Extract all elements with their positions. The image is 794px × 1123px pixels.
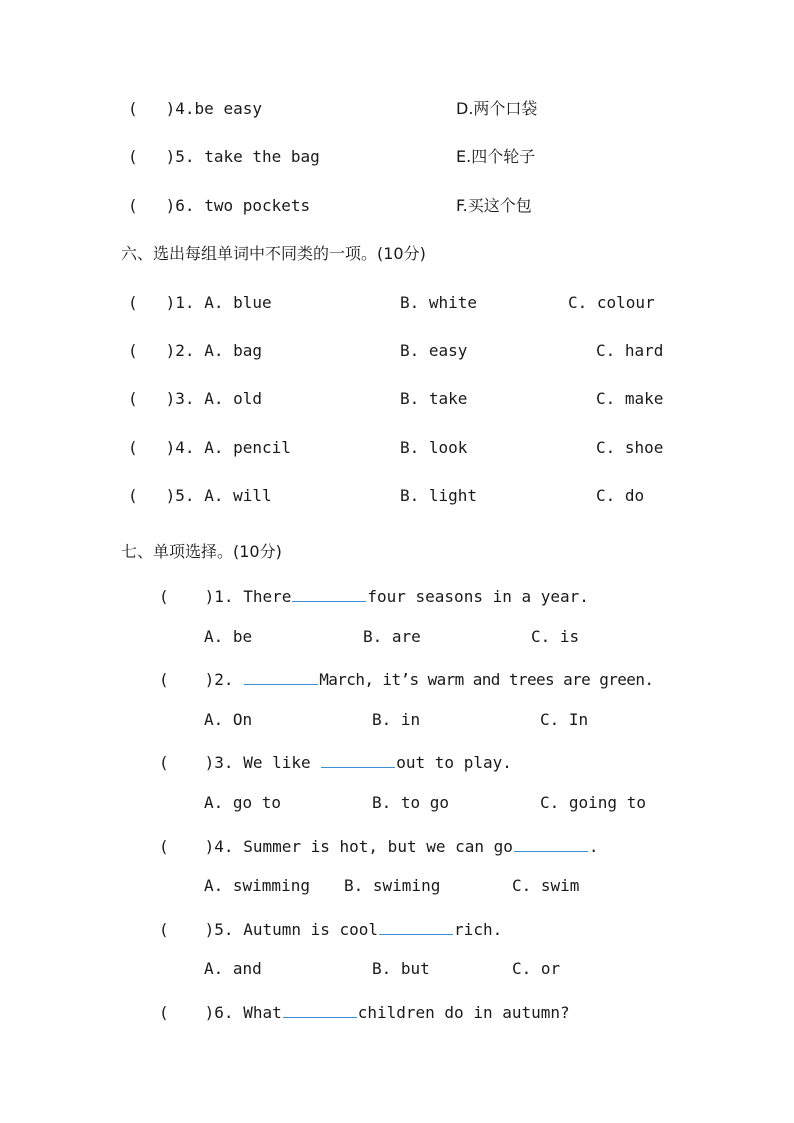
question-text-pre: Autumn is cool bbox=[243, 920, 379, 939]
answer-blank[interactable] bbox=[379, 918, 453, 935]
question-text-post: . bbox=[588, 837, 599, 856]
item-number: 4. bbox=[214, 837, 234, 856]
answer-paren-open: ( bbox=[128, 147, 138, 166]
answer-paren-close: ) bbox=[165, 99, 176, 118]
question-row: ( )3. We like out to play. bbox=[159, 753, 512, 772]
question-row: ( )3. A. old bbox=[128, 389, 262, 408]
question-row: ( )1. A. blue bbox=[128, 293, 272, 312]
matching-row bbox=[128, 147, 320, 167]
answer-paren-close: ) bbox=[165, 196, 176, 215]
question-text-post: out to play. bbox=[396, 753, 512, 772]
option-b: B. to go bbox=[372, 793, 450, 812]
option-b: B. easy bbox=[400, 341, 468, 360]
question-row: ( )6. What children do in autumn? bbox=[159, 1003, 570, 1022]
question-row: ( )4. A. pencil bbox=[128, 438, 291, 457]
question-text-post: children do in autumn? bbox=[357, 1003, 570, 1022]
item-number: 5. bbox=[175, 147, 195, 166]
option-b: B. but bbox=[372, 959, 430, 978]
option-a: A. On bbox=[204, 710, 253, 729]
question-text-pre: We like bbox=[243, 753, 311, 772]
option-c: C. swim bbox=[512, 876, 580, 895]
question-row: ( )5. Autumn is cool rich. bbox=[159, 920, 503, 939]
english-phrase: take the bag bbox=[204, 147, 320, 166]
question-row: ( )2. A. bag bbox=[128, 341, 262, 360]
item-number: 2. bbox=[175, 341, 195, 360]
answer-blank[interactable] bbox=[292, 585, 366, 602]
option-a: A. go to bbox=[204, 793, 282, 812]
option-c: C. hard bbox=[596, 341, 664, 360]
item-number: 1. bbox=[175, 293, 195, 312]
option-a: A. will bbox=[204, 486, 272, 505]
option-b: B. in bbox=[372, 710, 421, 729]
question-row: ( )1. There four seasons in a year. bbox=[159, 587, 589, 606]
option-b: B. swiming bbox=[344, 876, 441, 895]
option-c: C. In bbox=[540, 710, 589, 729]
english-phrase: two pockets bbox=[204, 196, 311, 215]
option-b: B. are bbox=[363, 627, 421, 646]
option-a: A. and bbox=[204, 959, 262, 978]
answer-paren-close: ) bbox=[165, 147, 176, 166]
option-a: A. pencil bbox=[204, 438, 291, 457]
chinese-phrase: D.两个口袋 bbox=[456, 99, 538, 118]
option-a: A. old bbox=[204, 389, 262, 408]
answer-blank[interactable] bbox=[244, 668, 318, 685]
matching-row bbox=[128, 196, 310, 216]
option-c: C. make bbox=[596, 389, 664, 408]
question-row: ( )2. March, it’s warm and trees are green. bbox=[159, 670, 654, 689]
option-c: C. or bbox=[512, 959, 561, 978]
chinese-phrase: E.四个轮子 bbox=[456, 147, 536, 166]
item-number: 2. bbox=[214, 670, 234, 689]
option-c: C. do bbox=[596, 486, 645, 505]
chinese-phrase: F.买这个包 bbox=[456, 196, 532, 215]
item-number: 6. bbox=[214, 1003, 234, 1022]
section-6-title: 六、选出每组单词中不同类的一项。(10分) bbox=[121, 244, 426, 263]
question-text-pre: Summer is hot, but we can go bbox=[243, 837, 513, 856]
option-a: A. be bbox=[204, 627, 253, 646]
question-row: ( )5. A. will bbox=[128, 486, 272, 505]
item-number: 5. bbox=[214, 920, 234, 939]
section-7-title: 七、单项选择。(10分) bbox=[121, 542, 282, 561]
item-number: 5. bbox=[175, 486, 195, 505]
question-text-post: four seasons in a year. bbox=[367, 587, 589, 606]
question-row: ( )4. Summer is hot, but we can go . bbox=[159, 837, 599, 856]
option-a: A. blue bbox=[204, 293, 272, 312]
question-text-post: March, it’s warm and trees are green. bbox=[319, 670, 654, 689]
item-number: 6. bbox=[175, 196, 195, 215]
answer-paren-open: ( bbox=[128, 99, 138, 118]
item-number: 3. bbox=[214, 753, 234, 772]
answer-blank[interactable] bbox=[321, 751, 395, 768]
question-text-post: rich. bbox=[454, 920, 503, 939]
question-text-pre: What bbox=[243, 1003, 282, 1022]
option-c: C. going to bbox=[540, 793, 646, 812]
item-number: 1. bbox=[214, 587, 234, 606]
item-number: 4. bbox=[175, 438, 195, 457]
answer-blank[interactable] bbox=[283, 1001, 357, 1018]
option-c: C. colour bbox=[568, 293, 655, 312]
item-number: 3. bbox=[175, 389, 195, 408]
option-b: B. white bbox=[400, 293, 478, 312]
option-c: C. is bbox=[531, 627, 580, 646]
option-b: B. light bbox=[400, 486, 478, 505]
question-text-pre: There bbox=[243, 587, 292, 606]
english-phrase: be easy bbox=[194, 99, 262, 118]
option-c: C. shoe bbox=[596, 438, 664, 457]
answer-blank[interactable] bbox=[514, 835, 588, 852]
item-number: 4. bbox=[175, 99, 195, 118]
matching-row bbox=[128, 99, 262, 119]
option-a: A. swimming bbox=[204, 876, 310, 895]
option-b: B. take bbox=[400, 389, 468, 408]
option-b: B. look bbox=[400, 438, 468, 457]
answer-paren-open: ( bbox=[128, 196, 138, 215]
option-a: A. bag bbox=[204, 341, 262, 360]
